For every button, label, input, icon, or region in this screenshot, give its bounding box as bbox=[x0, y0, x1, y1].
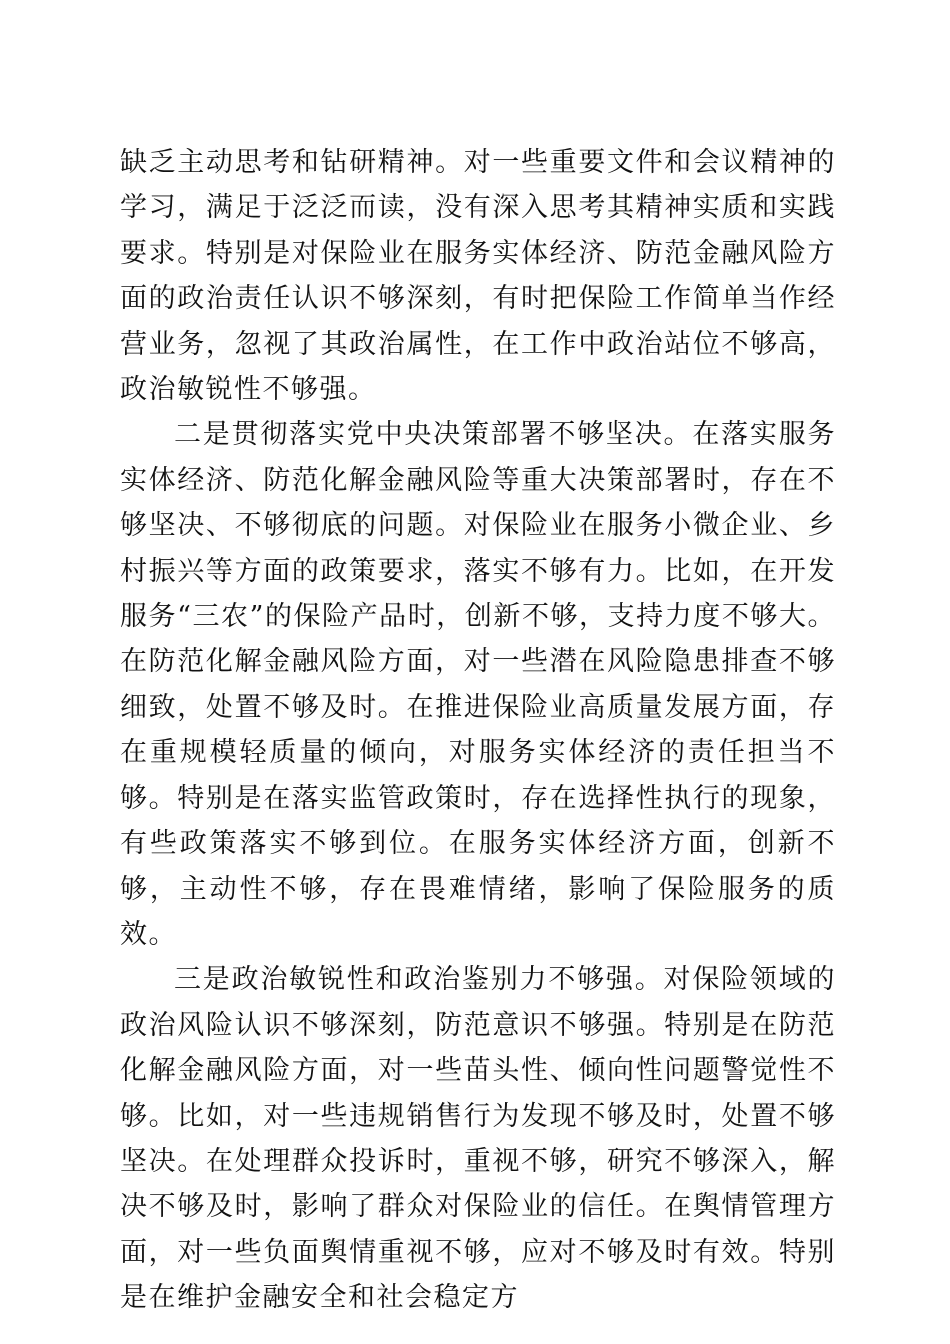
document-body bbox=[120, 140, 836, 1321]
paragraph-continuation: 缺乏主动思考和钻研精神。对一些重要文件和会议精神的学习，满足于泛泛而读，没有深入思考其精神实质和实践要求。特别是对保险业在服务实体经济、防范金融风险方面的政治责任认识不够深刻，有时把保险工作简单当作经营业务，忽视了其政治属性，在工作中政治站位不够高，政治敏锐性不够强。 bbox=[120, 147, 836, 406]
paragraph-point-two: 二是贯彻落实党中央决策部署不够坚决。在落实服务实体经济、防范化解金融风险等重大决策部署时，存在不够坚决、不够彻底的问题。对保险业在服务小微企业、乡村振兴等方面的政策要求，落实不够有力。比如，在开发服务“三农”的保险产品时，创新不够，支持力度不够大。在防范化解金融风险方面，对一些潜在风险隐患排查不够细致，处置不够及时。在推进保险业高质量发展方面，存在重规模轻质量的倾向，对服务实体经济的责任担当不够。特别是在落实监管政策时，存在选择性执行的现象，有些政策落实不够到位。在服务实体经济方面，创新不够，主动性不够，存在畏难情绪，影响了保险服务的质效。 bbox=[120, 419, 836, 950]
paragraph-point-three: 三是政治敏锐性和政治鉴别力不够强。对保险领域的政治风险认识不够深刻，防范意识不够强。特别是在防范化解金融风险方面，对一些苗头性、倾向性问题警觉性不够。比如，对一些违规销售行为发现不够及时，处置不够坚决。在处理群众投诉时，重视不够，研究不够深入，解决不够及时，影响了群众对保险业的信任。在舆情管理方面，对一些负面舆情重视不够，应对不够及时有效。特别是在维护金融安全和社会稳定方 bbox=[120, 964, 836, 1314]
